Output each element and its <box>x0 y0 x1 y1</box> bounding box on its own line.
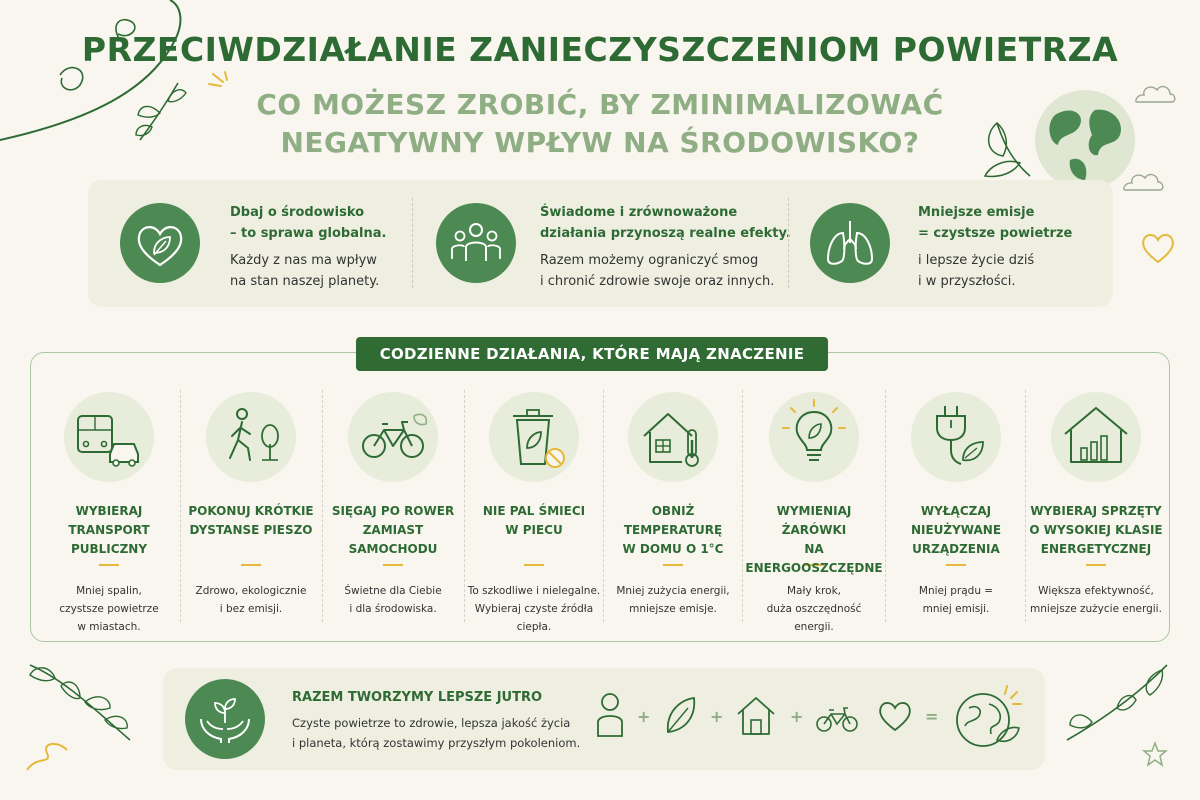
action-title-line: ZAMIAST SAMOCHODU <box>348 523 438 556</box>
action-desc-line: mniejsze zużycie energii. <box>1030 603 1162 615</box>
leaf-icon <box>660 690 700 740</box>
subtitle-line-2: NEGATYWNY WPŁYW NA ŚRODOWISKO? <box>280 126 920 159</box>
column-divider <box>322 390 323 622</box>
action-title-line: ENERGETYCZNEJ <box>1040 542 1152 556</box>
info-heading-line-2: działania przynoszą realne efekty. <box>540 226 791 241</box>
accent-dash <box>663 564 683 566</box>
action-unplug <box>887 392 1025 618</box>
column-divider <box>180 390 181 622</box>
action-led-bulbs <box>744 392 884 636</box>
info-heading-line-2: – to sprawa globalna. <box>230 226 387 241</box>
action-desc-line: Mały krok, <box>786 585 842 597</box>
info-heading <box>540 202 800 244</box>
info-divider <box>788 198 789 288</box>
bottom-text-line-2: i planeta, którą zostawimy przyszłym pokoleniom. <box>292 736 581 750</box>
action-energy-class <box>1027 392 1165 618</box>
action-no-burning-trash <box>465 392 603 636</box>
bicycle-icon <box>348 392 438 482</box>
action-desc-line: czystsze powietrze <box>59 603 159 615</box>
walking-person-icon <box>206 392 296 482</box>
action-title <box>604 502 742 562</box>
action-desc-line: Mniej zużycia energii, <box>616 585 730 597</box>
action-desc-line: Wybieraj czyste źródła <box>474 603 594 615</box>
page-title: PRZECIWDZIAŁANIE ZANIECZYSZCZENIOM POWIETRZA <box>81 30 1119 69</box>
plus-sign: + <box>637 707 651 726</box>
light-bulb-icon <box>769 392 859 482</box>
accent-dash <box>946 564 966 566</box>
cloud-small-icon <box>1120 168 1165 193</box>
equals-sign: = <box>925 707 939 726</box>
action-bicycle <box>324 392 462 618</box>
squiggle-yellow-icon <box>22 735 77 775</box>
info-heading-line-1: Świadome i zrównoważone <box>540 205 738 220</box>
action-title-line: W DOMU O 1°C <box>622 542 724 556</box>
bottom-title: RAZEM TWORZYMY LEPSZE JUTRO <box>292 690 543 705</box>
plus-sign: + <box>790 707 804 726</box>
action-desc-line: energii. <box>794 621 834 633</box>
action-title-line: PUBLICZNY <box>70 542 148 556</box>
action-title-line: DYSTANSE PIESZO <box>189 523 313 537</box>
bus-car-icon <box>64 392 154 482</box>
action-desc-line: Świetne dla Ciebie <box>344 585 442 597</box>
action-title-line: POKONUJ KRÓTKIE <box>188 504 314 518</box>
bottom-text <box>292 713 582 753</box>
action-desc-line: Zdrowo, ekologicznie <box>195 585 307 597</box>
action-desc-line: mniej emisji. <box>922 603 990 615</box>
action-title-line: NIE PAL ŚMIECI <box>482 504 586 518</box>
action-title-line: O WYSOKIEJ KLASIE <box>1029 523 1163 537</box>
action-title <box>40 502 178 562</box>
action-title <box>744 502 884 575</box>
branch-bottom-left-icon <box>25 660 135 745</box>
action-public-transport <box>40 392 178 636</box>
info-body-line-2: na stan naszej planety. <box>230 274 380 289</box>
info-heading-line-1: Mniejsze emisje <box>918 205 1035 220</box>
person-icon <box>592 690 628 740</box>
lungs-icon <box>810 203 890 283</box>
heart-icon <box>875 690 915 740</box>
action-desc-line: w miastach. <box>77 621 141 633</box>
action-description <box>40 582 178 636</box>
action-title <box>324 502 462 562</box>
action-title <box>887 502 1025 562</box>
action-title <box>182 502 320 562</box>
action-desc-line: ciepła. <box>516 621 552 633</box>
page-subtitle <box>0 86 1200 162</box>
info-divider <box>412 198 413 288</box>
info-heading-line-2: = czystsze powietrze <box>918 226 1073 241</box>
action-description <box>744 582 884 636</box>
accent-dash <box>241 564 261 566</box>
accent-dash <box>524 564 544 566</box>
energy-class-house-icon <box>1051 392 1141 482</box>
column-divider <box>742 390 743 622</box>
action-description <box>1027 582 1165 618</box>
action-desc-line: duża oszczędność <box>766 603 862 615</box>
info-body-line-2: i w przyszłości. <box>918 274 1016 289</box>
info-body <box>540 250 800 292</box>
plus-sign: + <box>710 707 724 726</box>
action-title-line: SIĘGAJ PO ROWER <box>331 504 455 518</box>
action-description <box>182 582 320 618</box>
action-desc-line: i dla środowiska. <box>349 603 437 615</box>
action-title-line: W PIECU <box>505 523 563 537</box>
action-desc-line: Mniej spalin, <box>76 585 142 597</box>
action-title <box>1027 502 1165 562</box>
info-body <box>918 250 1158 292</box>
bicycle-small-icon <box>813 690 861 740</box>
people-icon <box>436 203 516 283</box>
accent-dash <box>383 564 403 566</box>
house-icon <box>734 690 778 740</box>
action-title <box>465 502 603 562</box>
action-desc-line: mniejsze emisje. <box>629 603 717 615</box>
action-lower-temperature <box>604 392 742 618</box>
action-title-line: WYŁĄCZAJ NIEUŻYWANE <box>910 504 1002 537</box>
info-body-line-2: i chronić zdrowie swoje oraz innych. <box>540 274 775 289</box>
hands-plant-icon <box>185 679 265 759</box>
action-description <box>324 582 462 618</box>
accent-dash <box>99 564 119 566</box>
action-title-line: WYBIERAJ SPRZĘTY <box>1030 504 1162 518</box>
action-title-line: NA ENERGOOSZCZĘDNE <box>745 542 883 575</box>
action-walk <box>182 392 320 618</box>
globe-small-icon <box>945 680 1025 750</box>
action-title-line: URZĄDZENIA <box>912 542 1000 556</box>
action-description <box>465 582 603 636</box>
action-desc-line: Większa efektywność, <box>1038 585 1154 597</box>
action-desc-line: i bez emisji. <box>219 603 283 615</box>
action-title-line: WYBIERAJ TRANSPORT <box>68 504 150 537</box>
info-heading <box>918 202 1158 244</box>
trash-bin-icon <box>489 392 579 482</box>
plug-leaf-icon <box>911 392 1001 482</box>
action-desc-line: Mniej prądu = <box>918 585 994 597</box>
info-body-line-1: i lepsze życie dziś <box>918 253 1035 268</box>
house-thermometer-icon <box>628 392 718 482</box>
heart-leaf-icon <box>120 203 200 283</box>
info-body-line-1: Każdy z nas ma wpływ <box>230 253 377 268</box>
info-heading-line-1: Dbaj o środowisko <box>230 205 365 220</box>
action-title-line: OBNIŻ TEMPERATURĘ <box>623 504 723 537</box>
column-divider <box>885 390 886 622</box>
info-body-line-1: Razem możemy ograniczyć smog <box>540 253 759 268</box>
info-body <box>230 250 470 292</box>
branch-bottom-right-icon <box>1062 660 1172 745</box>
section-title: CODZIENNE DZIAŁANIA, KTÓRE MAJĄ ZNACZENIE <box>356 337 828 371</box>
column-divider <box>1025 390 1026 622</box>
info-heading <box>230 202 470 244</box>
subtitle-line-1: CO MOŻESZ ZROBIĆ, BY ZMINIMALIZOWAĆ <box>256 88 944 121</box>
star-icon <box>1140 740 1170 770</box>
bottom-text-line-1: Czyste powietrze to zdrowie, lepsza jakość życia <box>292 716 571 730</box>
action-title-line: WYMIENIAJ ŻARÓWKI <box>776 504 852 537</box>
accent-dash <box>1086 564 1106 566</box>
action-desc-line: To szkodliwe i nielegalne. <box>467 585 601 597</box>
action-description <box>604 582 742 618</box>
action-description <box>887 582 1025 618</box>
